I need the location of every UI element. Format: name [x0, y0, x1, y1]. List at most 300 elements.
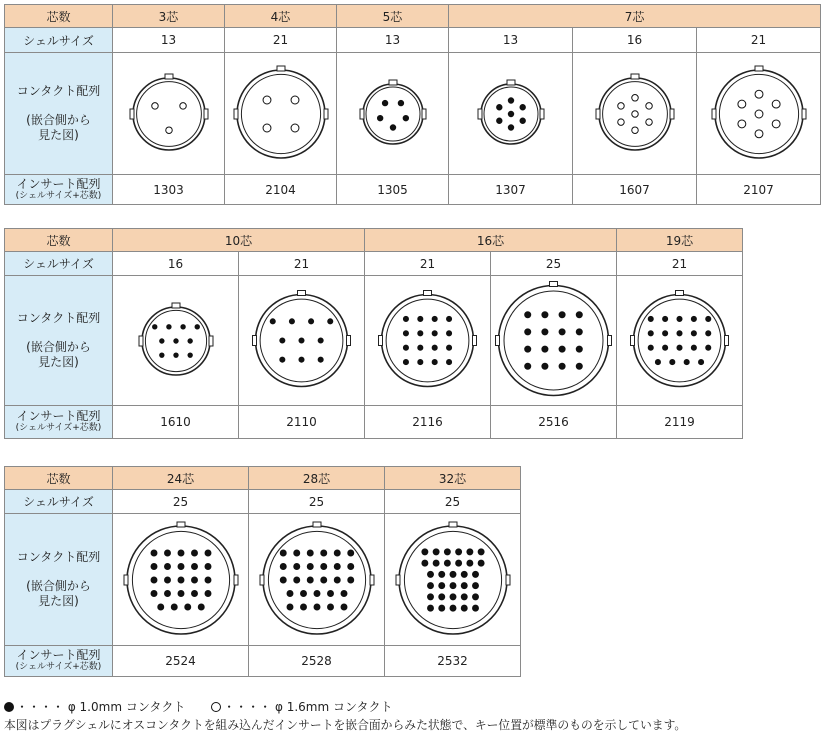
contact-pin: [447, 345, 452, 350]
contact-pin: [159, 352, 163, 356]
contact-pin: [299, 338, 304, 343]
contact-pin: [432, 360, 437, 365]
contact-pin: [677, 345, 682, 350]
contact-pin: [341, 604, 347, 610]
contact-pin: [280, 563, 286, 569]
contact-pin: [334, 577, 340, 583]
contact-pin: [178, 550, 184, 556]
side-tab: [712, 109, 716, 119]
contact-pin: [496, 104, 501, 109]
contact-pin: [433, 560, 439, 566]
connector-face: [596, 74, 674, 150]
shell-size-cell: 21: [365, 252, 491, 276]
contact-layout-label: [5, 53, 113, 175]
contact-pin: [427, 571, 433, 577]
pin-count-label: 芯数: [5, 467, 113, 490]
contact-pin: [525, 363, 531, 369]
contact-pin: [427, 582, 433, 588]
shell-outer-ring: [363, 84, 423, 144]
side-tab: [596, 109, 600, 119]
contact-pin: [314, 590, 320, 596]
side-tab: [139, 336, 143, 346]
hollow-contact-icon: [211, 702, 221, 712]
side-tab: [360, 109, 364, 119]
insert-code-cell: 2104: [225, 175, 337, 205]
contact-pin: [706, 331, 711, 336]
contact-layout-title: コンタクト配列: [16, 84, 101, 98]
pin-count-label: 芯数: [5, 229, 113, 252]
contact-pin: [699, 360, 704, 365]
contact-pin: [737, 119, 745, 127]
side-tab: [396, 575, 400, 585]
contact-pin: [403, 345, 408, 350]
insert-code-cell: 1610: [113, 406, 239, 439]
insert-code-cell: 2516: [491, 406, 617, 439]
contact-pin: [525, 312, 531, 318]
connector-face: [712, 66, 806, 158]
side-tab: [130, 109, 134, 119]
footnote: 本図はプラグシェルにオスコンタクトを組み込んだインサートを嵌合面からみた状態で、キー位置が標準のものを示しています。: [4, 718, 687, 732]
contact-pin: [307, 563, 313, 569]
view-note-2: 見た図): [38, 594, 79, 608]
contact-pin: [151, 102, 157, 108]
contact-pin: [542, 346, 548, 352]
key-notch: [424, 291, 432, 296]
connector-face-diagram: [244, 283, 359, 398]
contact-pin: [576, 329, 582, 335]
contact-pin: [617, 118, 623, 124]
connector-face-diagram: [126, 291, 226, 391]
view-note-2: 見た図): [38, 355, 79, 369]
connector-face-diagram: [622, 283, 737, 398]
contact-pin: [309, 319, 314, 324]
contact-pin: [377, 115, 382, 120]
contact-pin: [291, 96, 299, 104]
side-tab: [670, 109, 674, 119]
contact-diagram-1610: [113, 276, 239, 406]
contact-pin: [631, 110, 637, 116]
contact-pin: [447, 331, 452, 336]
pin-count-cell: 7芯: [449, 5, 821, 28]
contact-diagram-1303: [113, 53, 225, 175]
view-note-1: (嵌合側から: [26, 340, 91, 354]
contact-pin: [755, 110, 763, 118]
contact-pin: [525, 346, 531, 352]
contact-pin: [187, 352, 191, 356]
insert-layout-title: インサート配列: [16, 176, 101, 191]
connector-face: [496, 282, 612, 396]
connector-face-diagram: [118, 517, 244, 643]
contact-pin: [421, 548, 427, 554]
shell-outer-ring: [499, 286, 609, 396]
contact-pin: [280, 577, 286, 583]
contact-pin: [444, 548, 450, 554]
shell-outer-ring: [263, 526, 371, 634]
contact-pin: [328, 319, 333, 324]
spec-table-3: [4, 466, 521, 677]
contact-pin: [347, 563, 353, 569]
contact-pin: [645, 102, 651, 108]
connector-face: [379, 291, 477, 387]
contact-pin: [542, 329, 548, 335]
side-tab: [379, 336, 383, 346]
connector-face-diagram: [390, 517, 516, 643]
contact-pin: [706, 345, 711, 350]
contact-pin: [327, 604, 333, 610]
insert-code-cell: 1307: [449, 175, 573, 205]
contact-pin: [205, 577, 211, 583]
contact-pin: [280, 357, 285, 362]
pin-count-cell: 16芯: [365, 229, 617, 252]
contact-pin: [472, 582, 478, 588]
contact-pin: [508, 124, 513, 129]
contact-diagram-2524: [113, 514, 249, 646]
insert-layout-title: インサート配列: [16, 648, 101, 662]
shell-size-label: シェルサイズ: [5, 490, 113, 514]
legend-hollow-text: ・・・・ φ 1.6mm コンタクト: [223, 700, 393, 714]
contact-pin: [320, 577, 326, 583]
contact-pin: [191, 577, 197, 583]
side-tab: [209, 336, 213, 346]
contact-pin: [576, 312, 582, 318]
shell-outer-ring: [133, 78, 205, 150]
contact-pin: [164, 590, 170, 596]
contact-pin: [403, 316, 408, 321]
contact-pin: [438, 605, 444, 611]
contact-pin: [179, 102, 185, 108]
legend-filled-text: ・・・・ φ 1.0mm コンタクト: [16, 700, 186, 714]
contact-pin: [263, 96, 271, 104]
contact-pin: [191, 563, 197, 569]
contact-pin: [159, 338, 163, 342]
connector-face: [130, 74, 208, 150]
contact-pin: [164, 577, 170, 583]
contact-pin: [466, 548, 472, 554]
contact-pin: [461, 571, 467, 577]
contact-pin: [398, 100, 403, 105]
key-notch: [165, 74, 173, 79]
contact-pin: [670, 360, 675, 365]
contact-pin: [382, 100, 387, 105]
contact-pin: [461, 605, 467, 611]
contact-pin: [478, 548, 484, 554]
contact-pin: [444, 560, 450, 566]
contact-diagram-2528: [249, 514, 385, 646]
connector-face-diagram: [704, 59, 814, 169]
contact-pin: [691, 345, 696, 350]
contact-pin: [542, 312, 548, 318]
contact-pin: [576, 363, 582, 369]
insert-code-cell: 1607: [573, 175, 697, 205]
contact-pin: [173, 352, 177, 356]
contact-pin: [180, 324, 184, 328]
connector-face: [631, 291, 729, 387]
connector-face: [124, 522, 238, 634]
legend: [4, 698, 415, 715]
contact-pin: [270, 319, 275, 324]
contact-diagram-1607: [573, 53, 697, 175]
contact-pin: [178, 563, 184, 569]
pin-count-label: 芯数: [5, 5, 113, 28]
insert-code-cell: 2110: [239, 406, 365, 439]
contact-pin: [438, 593, 444, 599]
key-notch: [550, 282, 558, 287]
contact-pin: [617, 102, 623, 108]
contact-pin: [293, 550, 299, 556]
contact-pin: [300, 590, 306, 596]
contact-pin: [347, 550, 353, 556]
insert-code-cell: 2107: [697, 175, 821, 205]
contact-pin: [263, 124, 271, 132]
insert-code-cell: 1305: [337, 175, 449, 205]
contact-pin: [508, 97, 513, 102]
pin-count-cell: 24芯: [113, 467, 249, 490]
contact-pin: [472, 605, 478, 611]
legend-hollow-item: [211, 700, 392, 714]
shell-outer-ring: [237, 70, 325, 158]
contact-pin: [438, 582, 444, 588]
contact-pin: [677, 316, 682, 321]
contact-pin: [461, 593, 467, 599]
shell-size-cell: 21: [225, 28, 337, 53]
contact-pin: [433, 548, 439, 554]
contact-pin: [166, 324, 170, 328]
contact-pin: [559, 329, 565, 335]
contact-pin: [151, 590, 157, 596]
connector-face-diagram: [226, 59, 336, 169]
pin-count-cell: 3芯: [113, 5, 225, 28]
contact-pin: [663, 316, 668, 321]
contact-pin: [648, 345, 653, 350]
side-tab: [725, 336, 729, 346]
key-notch: [507, 80, 515, 85]
contact-pin: [318, 357, 323, 362]
contact-pin: [772, 100, 780, 108]
key-notch: [631, 74, 639, 79]
contact-pin: [307, 577, 313, 583]
side-tab: [234, 109, 238, 119]
contact-pin: [320, 563, 326, 569]
connector-face-diagram: [119, 64, 219, 164]
contact-pin: [677, 331, 682, 336]
contact-pin: [427, 605, 433, 611]
insert-layout-label: [5, 406, 113, 439]
contact-pin: [645, 118, 651, 124]
contact-pin: [432, 331, 437, 336]
insert-formula: (シェルサイズ+芯数): [15, 190, 102, 201]
legend-filled-item: [4, 700, 189, 714]
connector-face-diagram: [370, 283, 485, 398]
key-notch: [676, 291, 684, 296]
pin-count-cell: 28芯: [249, 467, 385, 490]
connector-face-diagram: [491, 278, 616, 403]
connector-face-diagram: [254, 517, 380, 643]
shell-size-label: シェルサイズ: [5, 252, 113, 276]
contact-diagram-2107: [697, 53, 821, 175]
contact-pin: [496, 118, 501, 123]
contact-diagram-2516: [491, 276, 617, 406]
contact-diagram-2116: [365, 276, 491, 406]
side-tab: [324, 109, 328, 119]
contact-pin: [191, 590, 197, 596]
contact-diagram-2104: [225, 53, 337, 175]
connector-face-diagram: [343, 64, 443, 164]
contact-pin: [559, 312, 565, 318]
shell-outer-ring: [634, 295, 726, 387]
contact-pin: [320, 550, 326, 556]
contact-pin: [205, 590, 211, 596]
contact-pin: [334, 550, 340, 556]
insert-code-cell: 2116: [365, 406, 491, 439]
contact-pin: [165, 126, 171, 132]
insert-formula: (シェルサイズ+芯数): [15, 423, 102, 433]
contact-layout-title: コンタクト配列: [16, 550, 101, 564]
insert-code-cell: 2528: [249, 646, 385, 677]
side-tab: [370, 575, 374, 585]
pin-count-cell: 19芯: [617, 229, 743, 252]
shell-size-cell: 13: [113, 28, 225, 53]
side-tab: [506, 575, 510, 585]
contact-layout-label: [5, 276, 113, 406]
shell-size-label: シェルサイズ: [5, 28, 113, 53]
contact-pin: [280, 550, 286, 556]
contact-pin: [418, 316, 423, 321]
side-tab: [347, 336, 351, 346]
contact-pin: [663, 345, 668, 350]
contact-pin: [403, 360, 408, 365]
side-tab: [422, 109, 426, 119]
filled-contact-icon: [4, 702, 14, 712]
contact-pin: [461, 582, 467, 588]
shell-size-cell: 25: [113, 490, 249, 514]
side-tab: [540, 109, 544, 119]
contact-pin: [299, 357, 304, 362]
contact-pin: [648, 316, 653, 321]
view-note-1: (嵌合側から: [26, 579, 91, 593]
connector-face: [478, 80, 544, 144]
contact-pin: [293, 577, 299, 583]
connector-face: [253, 291, 351, 387]
pin-count-cell: 32芯: [385, 467, 521, 490]
contact-pin: [508, 111, 513, 116]
contact-pin: [390, 124, 395, 129]
contact-pin: [318, 338, 323, 343]
shell-size-cell: 16: [113, 252, 239, 276]
contact-pin: [447, 360, 452, 365]
contact-pin: [151, 550, 157, 556]
side-tab: [478, 109, 482, 119]
contact-pin: [450, 593, 456, 599]
contact-pin: [300, 604, 306, 610]
contact-pin: [438, 571, 444, 577]
insert-code-cell: 2524: [113, 646, 249, 677]
shell-size-cell: 25: [249, 490, 385, 514]
contact-pin: [755, 90, 763, 98]
spec-table-1: [4, 4, 821, 205]
insert-layout-label: [5, 646, 113, 677]
contact-pin: [293, 563, 299, 569]
key-notch: [389, 80, 397, 85]
contact-pin: [418, 331, 423, 336]
contact-pin: [151, 563, 157, 569]
contact-pin: [418, 345, 423, 350]
side-tab: [631, 336, 635, 346]
contact-pin: [472, 571, 478, 577]
contact-pin: [341, 590, 347, 596]
shell-size-cell: 21: [239, 252, 365, 276]
pin-count-cell: 5芯: [337, 5, 449, 28]
connector-face-diagram: [585, 64, 685, 164]
contact-diagram-2119: [617, 276, 743, 406]
pin-count-cell: 4芯: [225, 5, 337, 28]
pin-count-cell: 10芯: [113, 229, 365, 252]
key-notch: [449, 522, 457, 527]
contact-pin: [455, 548, 461, 554]
contact-pin: [205, 563, 211, 569]
contact-pin: [478, 560, 484, 566]
contact-pin: [403, 331, 408, 336]
contact-pin: [184, 604, 190, 610]
key-notch: [298, 291, 306, 296]
contact-diagram-2110: [239, 276, 365, 406]
contact-pin: [542, 363, 548, 369]
view-note-2: 見た図): [38, 128, 79, 142]
key-notch: [177, 522, 185, 527]
contact-pin: [151, 577, 157, 583]
contact-pin: [655, 360, 660, 365]
shell-size-cell: 21: [697, 28, 821, 53]
insert-code-cell: 2119: [617, 406, 743, 439]
insert-layout-label: [5, 175, 113, 205]
contact-pin: [472, 593, 478, 599]
contact-pin: [334, 563, 340, 569]
connector-face: [260, 522, 374, 634]
contact-pin: [691, 316, 696, 321]
contact-pin: [287, 590, 293, 596]
shell-outer-ring: [382, 295, 474, 387]
key-notch: [277, 66, 285, 71]
connector-face: [139, 303, 213, 375]
contact-pin: [663, 331, 668, 336]
contact-pin: [737, 100, 745, 108]
spec-table-2: [4, 228, 743, 439]
contact-layout-label: [5, 514, 113, 646]
contact-pin: [171, 604, 177, 610]
shell-size-cell: 13: [449, 28, 573, 53]
contact-pin: [691, 331, 696, 336]
view-note-1: (嵌合側から: [26, 113, 91, 127]
side-tab: [234, 575, 238, 585]
contact-pin: [205, 550, 211, 556]
side-tab: [496, 336, 500, 346]
insert-layout-title: インサート配列: [16, 409, 101, 423]
contact-pin: [447, 316, 452, 321]
contact-pin: [173, 338, 177, 342]
contact-pin: [772, 119, 780, 127]
contact-pin: [280, 338, 285, 343]
side-tab: [473, 336, 477, 346]
contact-pin: [455, 560, 461, 566]
shell-outer-ring: [399, 526, 507, 634]
contact-pin: [289, 319, 294, 324]
shell-size-cell: 13: [337, 28, 449, 53]
contact-layout-title: コンタクト配列: [16, 311, 101, 325]
contact-pin: [198, 604, 204, 610]
contact-pin: [427, 593, 433, 599]
contact-pin: [432, 316, 437, 321]
contact-pin: [631, 126, 637, 132]
contact-pin: [287, 604, 293, 610]
